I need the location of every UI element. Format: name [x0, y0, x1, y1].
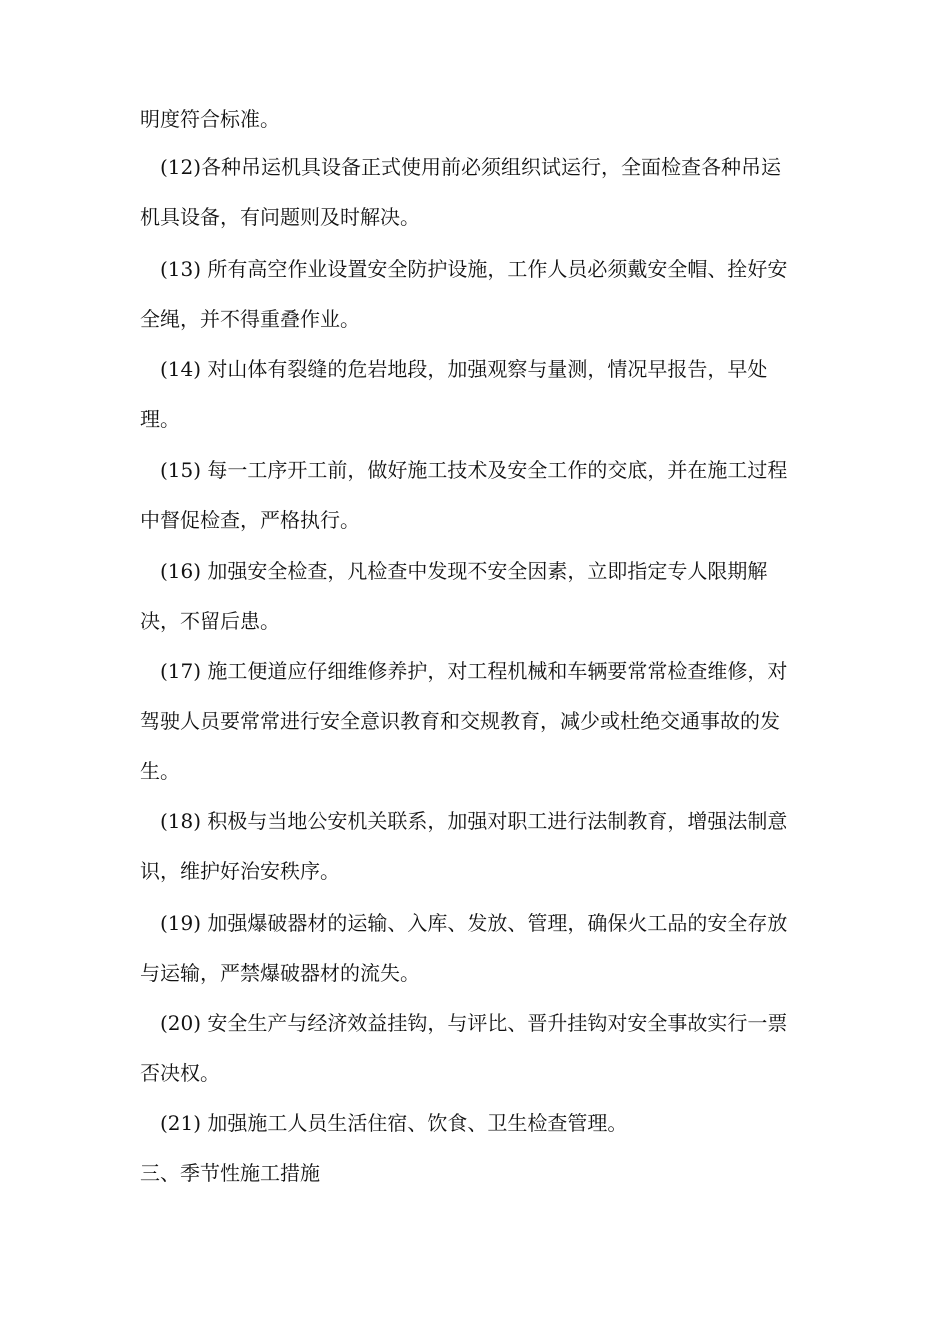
list-item-17-line-2: 驾驶人员要常常进行安全意识教育和交规教育，减少或杜绝交通事故的发	[140, 709, 780, 733]
list-item-19-line-1: (19) 加强爆破器材的运输、入库、发放、管理，确保火工品的安全存放	[160, 911, 788, 935]
list-item-13-line-2: 全绳，并不得重叠作业。	[140, 307, 360, 331]
list-item-12-line-1: (12)各种吊运机具设备正式使用前必须组织试运行，全面检查各种吊运	[160, 155, 782, 179]
list-item-15-line-1: (15) 每一工序开工前，做好施工技术及安全工作的交底，并在施工过程	[160, 458, 788, 482]
list-item-15-line-2: 中督促检查，严格执行。	[140, 508, 360, 532]
text-line: 明度符合标准。	[140, 107, 280, 131]
list-item-17-line-3: 生。	[140, 759, 180, 783]
list-item-14-line-1: (14) 对山体有裂缝的危岩地段，加强观察与量测，情况早报告，早处	[160, 357, 768, 381]
list-item-17-line-1: (17) 施工便道应仔细维修养护，对工程机械和车辆要常常检查维修，对	[160, 659, 788, 683]
list-item-21-line-1: (21) 加强施工人员生活住宿、饮食、卫生检查管理。	[160, 1111, 628, 1135]
list-item-18-line-1: (18) 积极与当地公安机关联系，加强对职工进行法制教育，增强法制意	[160, 809, 788, 833]
list-item-20-line-2: 否决权。	[140, 1061, 220, 1085]
list-item-20-line-1: (20) 安全生产与经济效益挂钩，与评比、晋升挂钩对安全事故实行一票	[160, 1011, 788, 1035]
list-item-18-line-2: 识，维护好治安秩序。	[140, 859, 340, 883]
list-item-14-line-2: 理。	[140, 407, 180, 431]
section-heading: 三、季节性施工措施	[140, 1161, 320, 1185]
list-item-16-line-1: (16) 加强安全检查，凡检查中发现不安全因素，立即指定专人限期解	[160, 559, 768, 583]
list-item-19-line-2: 与运输，严禁爆破器材的流失。	[140, 961, 420, 985]
list-item-16-line-2: 决，不留后患。	[140, 609, 280, 633]
list-item-12-line-2: 机具设备，有问题则及时解决。	[140, 205, 420, 229]
list-item-13-line-1: (13) 所有高空作业设置安全防护设施，工作人员必须戴安全帽、拴好安	[160, 257, 788, 281]
